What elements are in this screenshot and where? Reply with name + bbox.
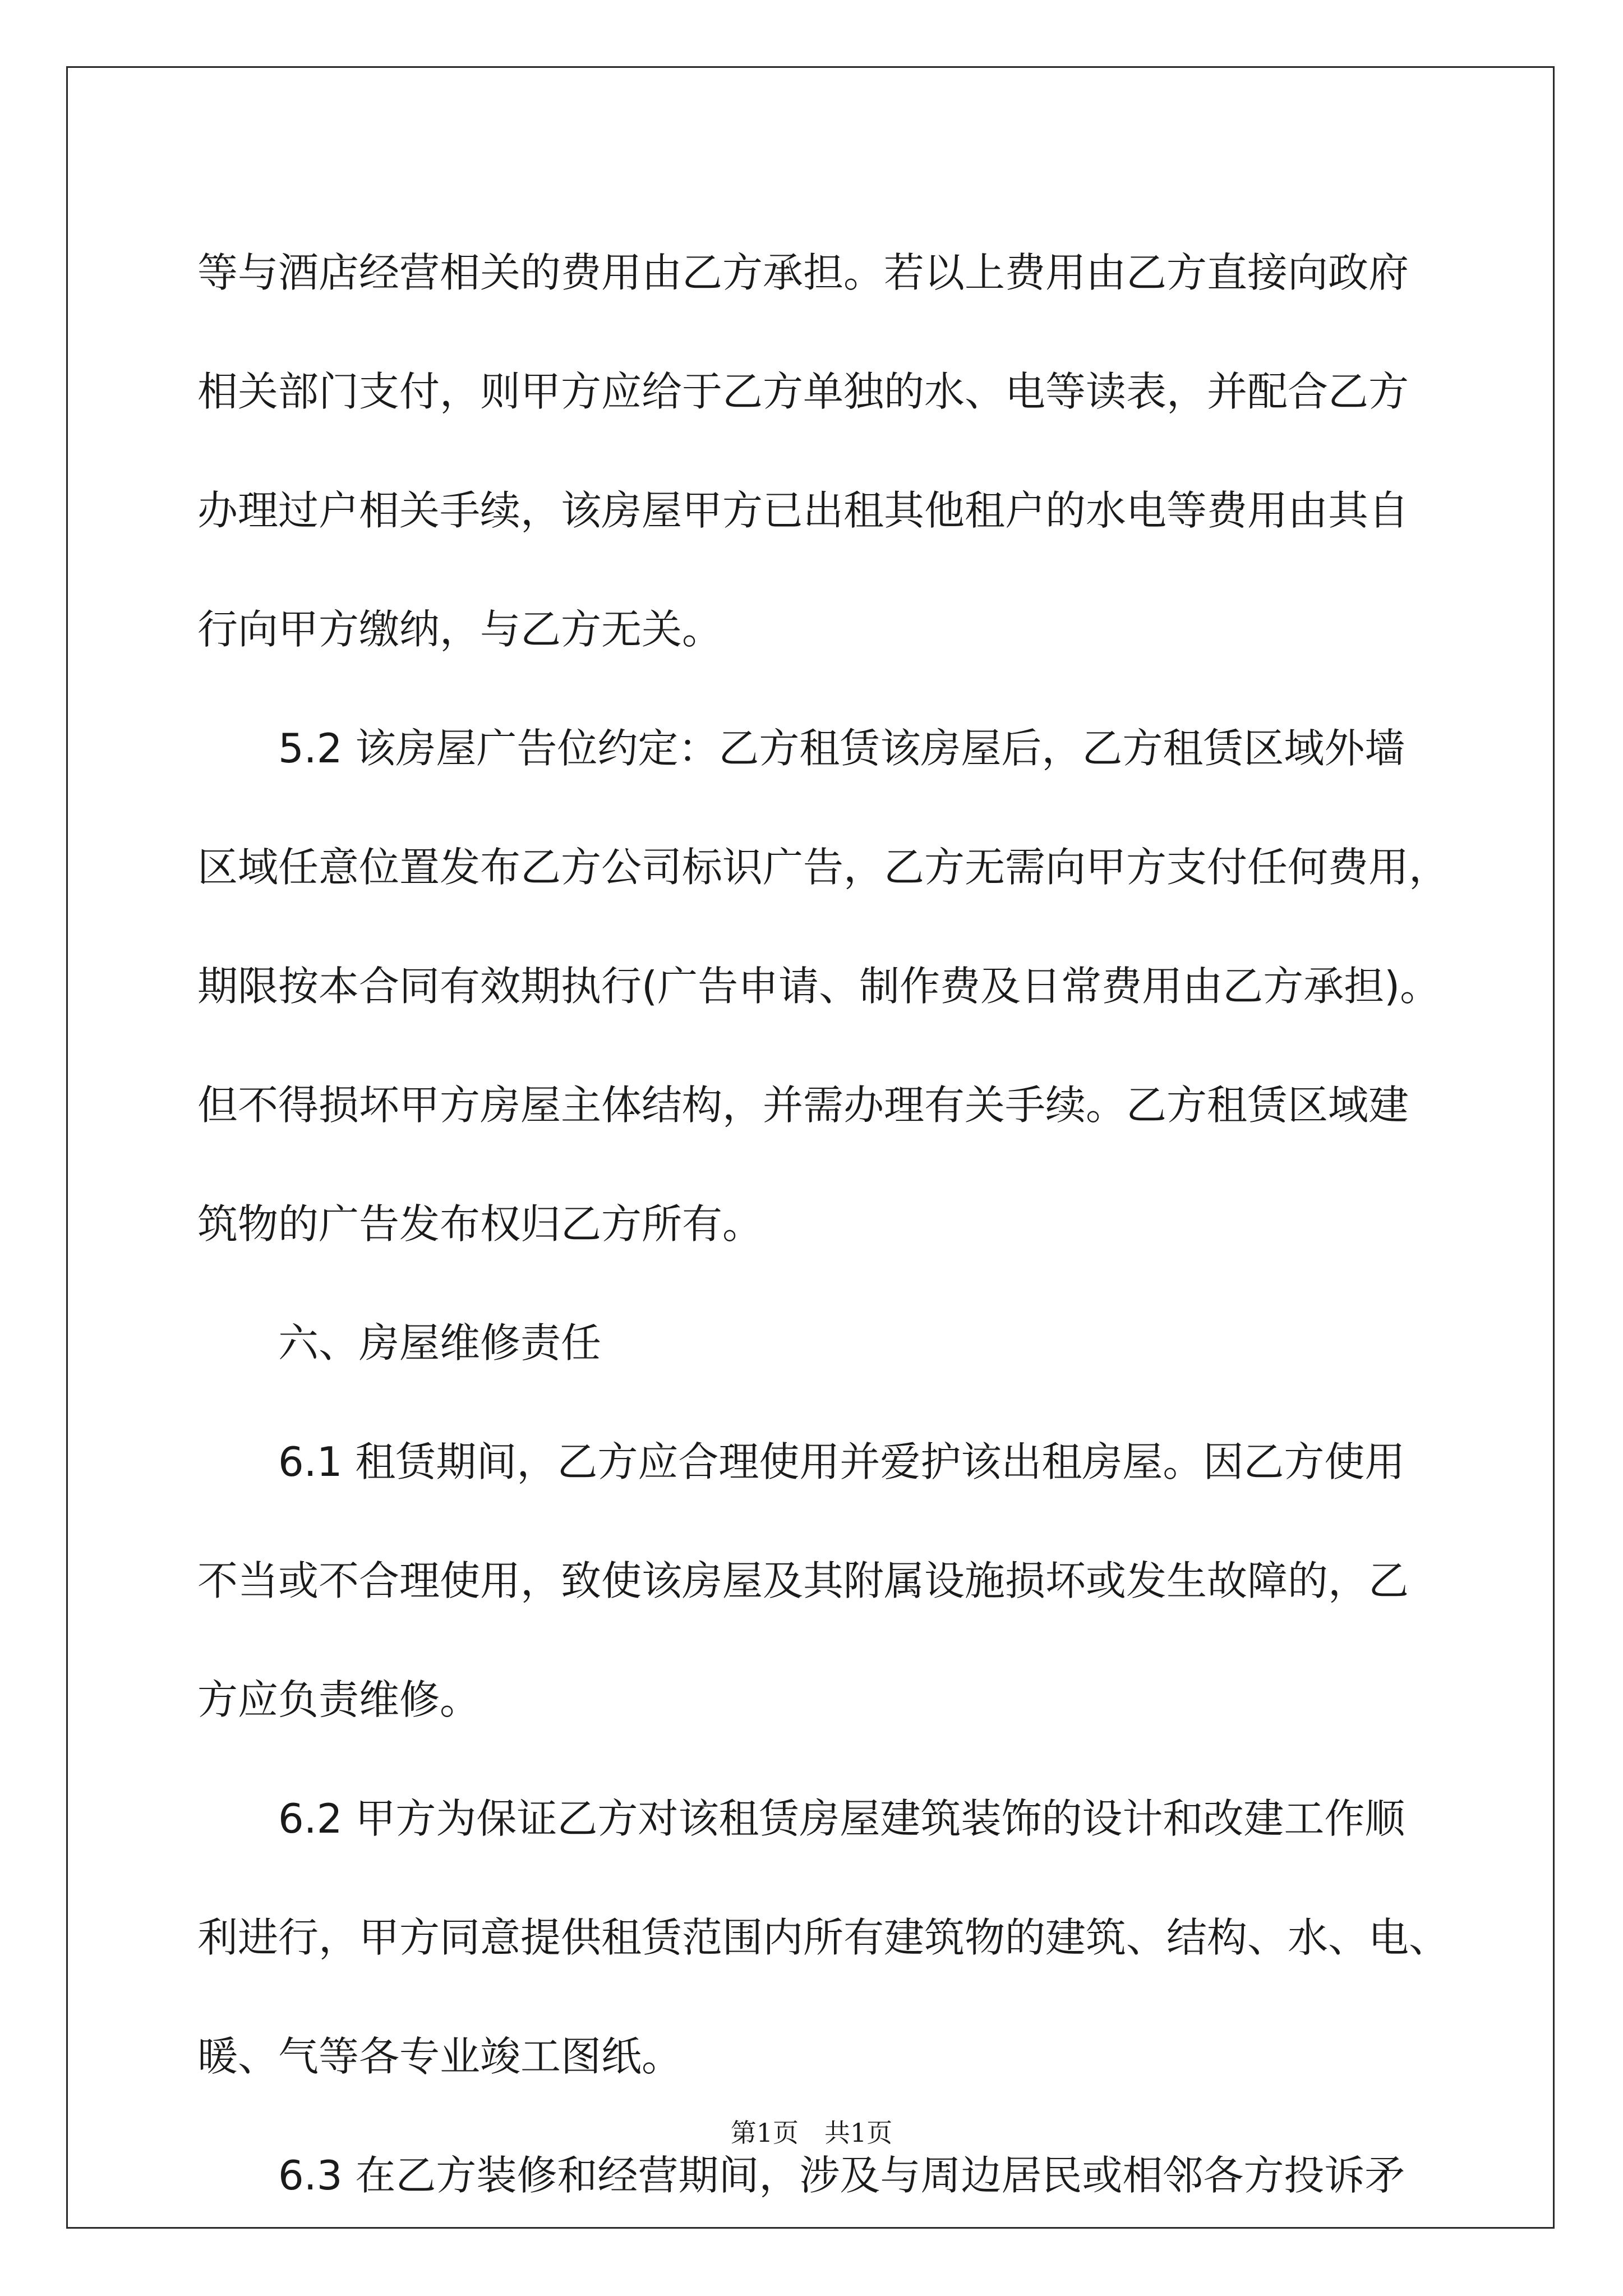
text-line-12: 不当或不合理使用，致使该房屋及其附属设施损坏或发生故障的，乙: [197, 1557, 1409, 1604]
text-line-7: 期限按本合同有效期执行(广告申请、制作费及日常费用由乙方承担)。: [197, 963, 1441, 1010]
text-line-9: 筑物的广告发布权归乙方所有。: [197, 1200, 763, 1248]
document-body: [197, 213, 1450, 2235]
text-line-14: 6.2 甲方为保证乙方对该租赁房屋建筑装饰的设计和改建工作顺: [278, 1795, 1405, 1842]
text-line-13: 方应负责维修。: [197, 1676, 481, 1723]
text-line-6: 区域任意位置发布乙方公司标识广告，乙方无需向甲方支付任何费用，: [197, 844, 1450, 891]
text-line-17: 6.3 在乙方装修和经营期间，涉及与周边居民或相邻各方投诉矛: [278, 2152, 1405, 2199]
text-line-1: 等与酒店经营相关的费用由乙方承担。若以上费用由乙方直接向政府: [197, 249, 1409, 296]
section-heading: 六、房屋维修责任: [278, 1319, 602, 1366]
page-number-footer: 第1页 共1页: [730, 2118, 893, 2148]
text-line-3: 办理过户相关手续，该房屋甲方已出租其他租户的水电等费用由其自: [197, 487, 1409, 534]
text-line-16: 暖、气等各专业竣工图纸。: [197, 2033, 683, 2080]
text-line-5: 5.2 该房屋广告位约定：乙方租赁该房屋后，乙方租赁区域外墙: [278, 725, 1405, 772]
text-line-4: 行向甲方缴纳，与乙方无关。: [197, 606, 723, 653]
text-line-11: 6.1 租赁期间，乙方应合理使用并爱护该出租房屋。因乙方使用: [278, 1438, 1405, 1485]
text-line-2: 相关部门支付，则甲方应给于乙方单独的水、电等读表，并配合乙方: [197, 368, 1409, 415]
text-line-8: 但不得损坏甲方房屋主体结构，并需办理有关手续。乙方租赁区域建: [197, 1082, 1409, 1129]
text-line-15: 利进行，甲方同意提供租赁范围内所有建筑物的建筑、结构、水、电、: [197, 1914, 1450, 1961]
